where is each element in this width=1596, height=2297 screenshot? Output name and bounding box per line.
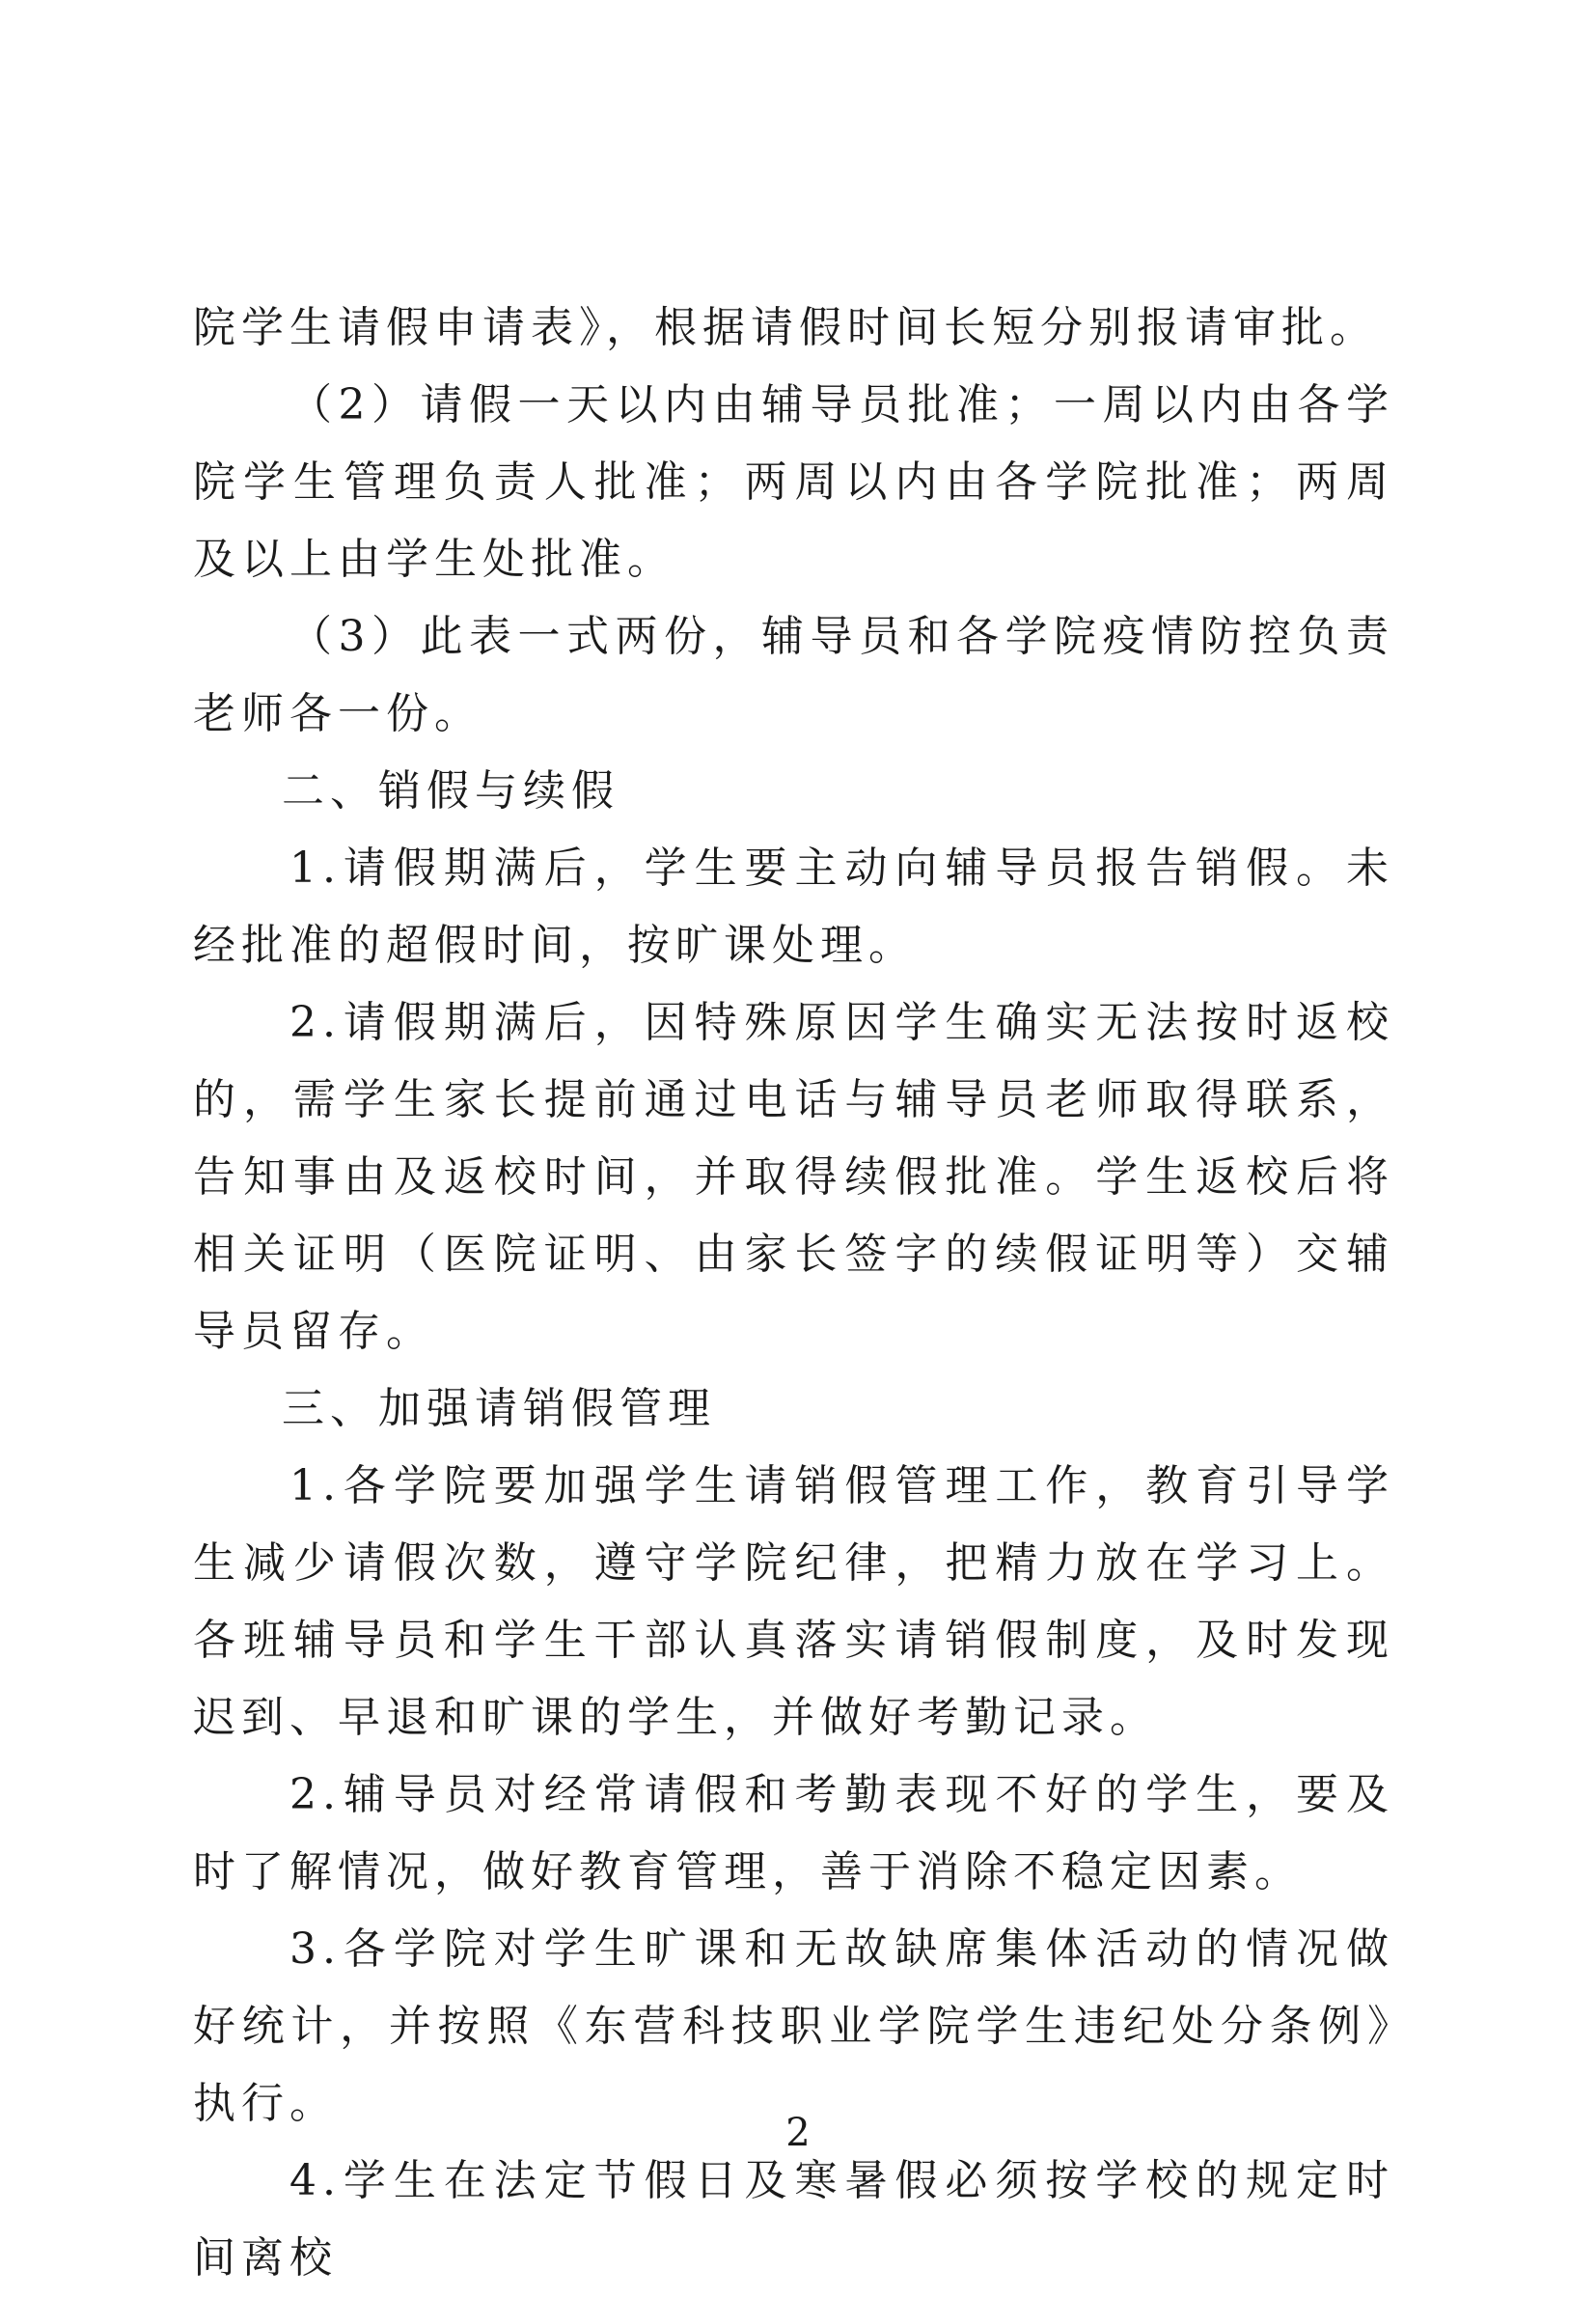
- paragraph-holiday-departure: 4.学生在法定节假日及寒暑假必须按学校的规定时间离校: [193, 2156, 1394, 2283]
- page-number: 2: [785, 2111, 811, 2155]
- paragraph-counselor-followup: 2.辅导员对经常请假和考勤表现不好的学生，要及时了解情况，做好教育管理，善于消除不稳定因素。: [193, 1770, 1394, 1896]
- paragraph-college-management: 1.各学院要加强学生请销假管理工作，教育引导学生减少请假次数，遵守学院纪律，把精力放在学习上。各班辅导员和学生干部认真落实请销假制度，及时发现迟到、早退和旷课的学生，并做好考勤记录。: [193, 1461, 1394, 1742]
- section-heading-strengthen-management: 三、加强请销假管理: [282, 1384, 716, 1433]
- document-body: [193, 290, 1394, 2297]
- paragraph-absence-statistics: 3.各学院对学生旷课和无故缺席集体活动的情况做好统计，并按照《东营科技职业学院学生违纪处分条例》执行。: [193, 1924, 1394, 2128]
- section-heading-cancel-extend-leave: 二、销假与续假: [282, 766, 619, 816]
- paragraph-form-copies: （3）此表一式两份，辅导员和各学院疫情防控负责老师各一份。: [193, 612, 1394, 738]
- paragraph-approval-levels: （2）请假一天以内由辅导员批准；一周以内由各学院学生管理负责人批准；两周以内由各学院批准；两周及以上由学生处批准。: [193, 380, 1394, 584]
- paragraph-report-cancel-leave: 1.请假期满后，学生要主动向辅导员报告销假。未经批准的超假时间，按旷课处理。: [193, 844, 1394, 970]
- paragraph-form-continuation: 院学生请假申请表》，根据请假时间长短分别报请审批。: [193, 303, 1378, 352]
- paragraph-extend-leave: 2.请假期满后，因特殊原因学生确实无法按时返校的，需学生家长提前通过电话与辅导员老师取得联系，告知事由及返校时间，并取得续假批准。学生返校后将相关证明（医院证明、由家长签字的续假证明等）交辅导员留存。: [193, 998, 1394, 1356]
